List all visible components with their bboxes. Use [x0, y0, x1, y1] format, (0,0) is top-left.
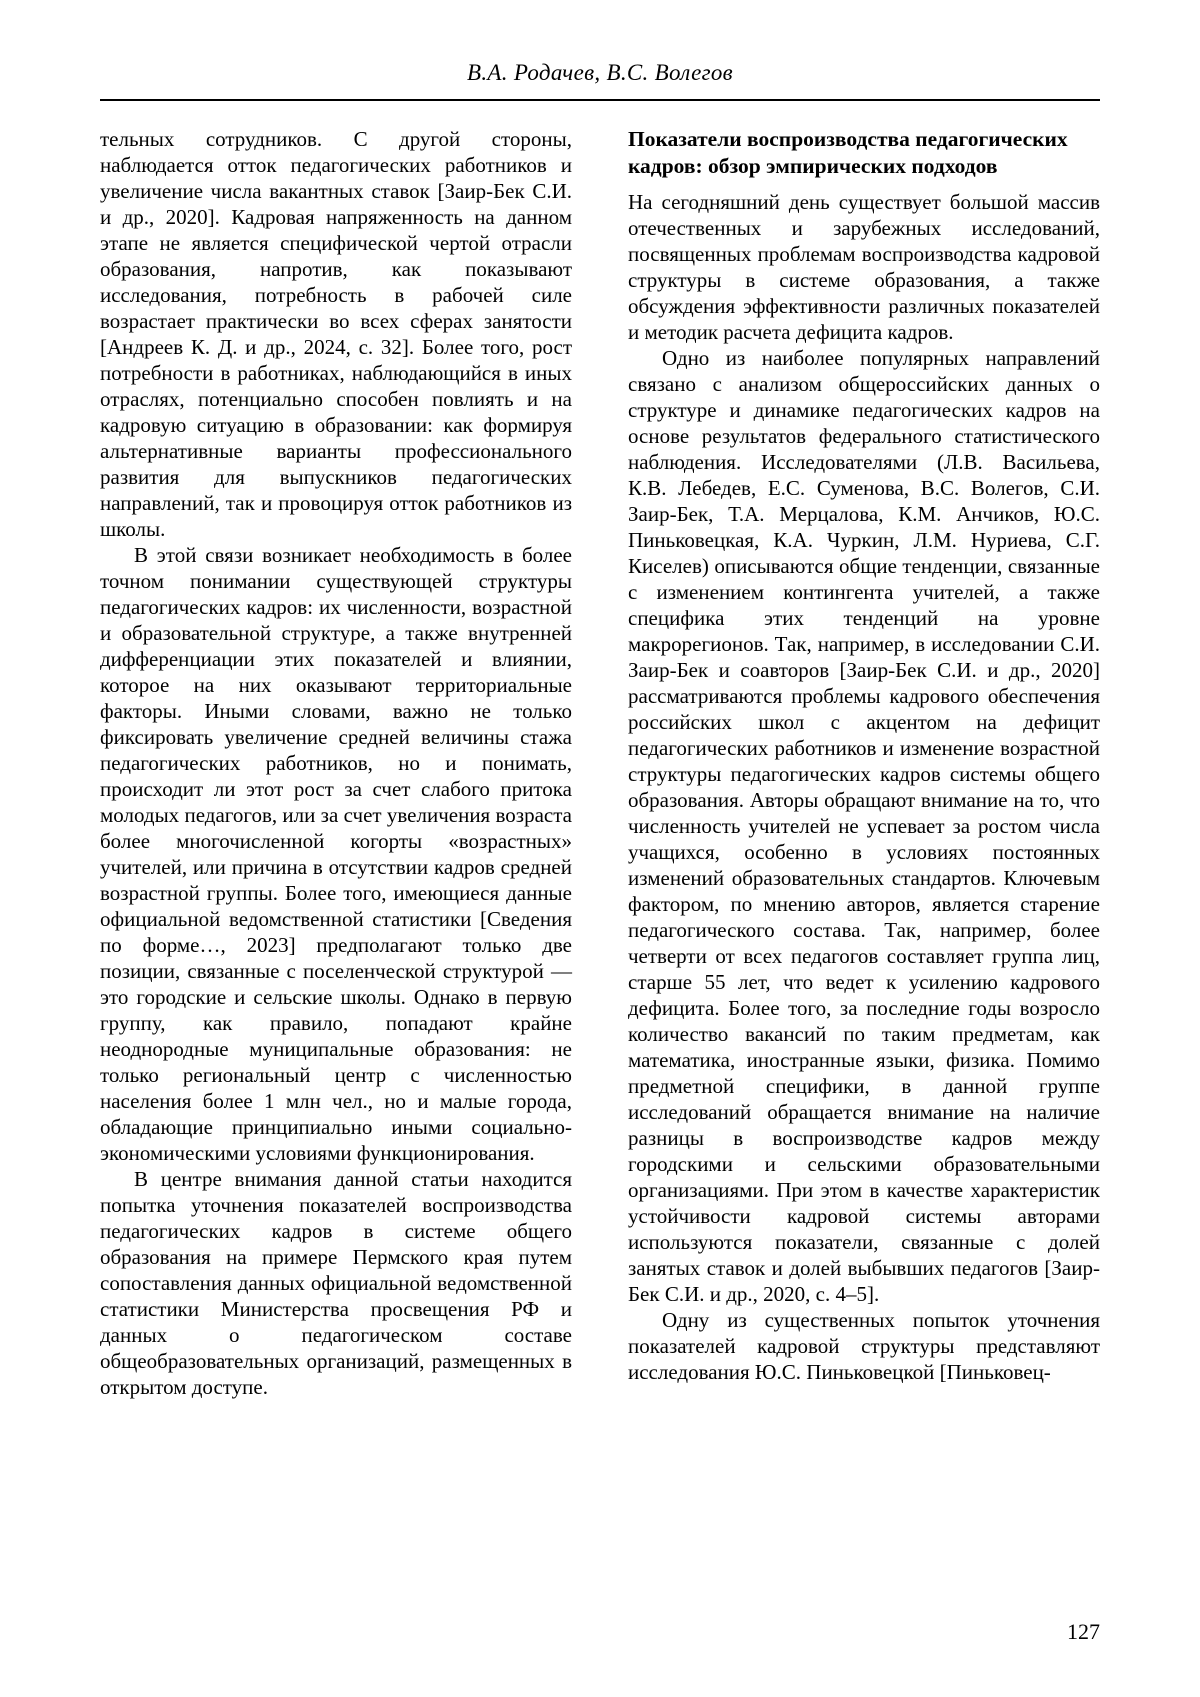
- right-column: [628, 126, 1100, 1400]
- paragraph: В центре внимания данной статьи находится попытка уточнения показателей воспроизводства педагогических кадров в системе общего образования на примере Пермского края путем сопоставления данных официальной ведомственной статистики Министерства просвещения РФ и данных о педагогическом составе общеобразовательных организаций, размещенных в открытом доступе.: [100, 1167, 572, 1399]
- section-heading: Показатели воспроизводства педагогических кадров: обзор эмпирических подходов: [628, 127, 1068, 178]
- paragraph: На сегодняшний день существует большой массив отечественных и зарубежных исследований, посвященных проблемам воспроизводства кадровой структуры в системе образования, а также обсуждения эффективности различных показателей и методик расчета дефицита кадров.: [628, 190, 1100, 344]
- page-number: 127: [1067, 1619, 1100, 1644]
- paragraph: Одну из существенных попыток уточнения показателей кадровой структуры представляют исследования Ю.С. Пиньковецкой [Пиньковец-: [628, 1308, 1100, 1384]
- paragraph: Одно из наиболее популярных направлений связано с анализом общероссийских данных о структуре и динамике педагогических кадров на основе результатов федерального статистического наблюдения. Исследователями (Л.В. Васильева, К.В. Лебедев, Е.С. Суменова, В.С. Волегов, С.И. Заир-Бек, Т.А. Мерцалова, К.М. Анчиков, Ю.С. Пиньковецкая, К.А. Чуркин, Л.М. Нуриева, С.Г. Киселев) описываются общие тенденции, связанные с изменением контингента учителей, а также специфика этих тенденций на уровне макрорегионов. Так, например, в исследовании С.И. Заир-Бек и соавторов [Заир-Бек С.И. и др., 2020] рассматриваются проблемы кадрового обеспечения российских школ с акцентом на дефицит педагогических работников и изменение возрастной структуры педагогических кадров системы общего образования. Авторы обращают внимание на то, что численность учителей не успевает за ростом числа учащихся, особенно в условиях постоянных изменений образовательных стандартов. Ключевым фактором, по мнению авторов, является старение педагогического состава. Так, например, более четверти от всех педагогов составляет группа лиц, старше 55 лет, что ведет к усилению кадрового дефицита. Более того, за последние годы возросло количество вакансий по таким предметам, как математика, иностранные языки, физика. Помимо предметной специфики, в данной группе исследований обращается внимание на наличие разницы в воспроизводстве кадров между городскими и сельскими образовательными организациями. При этом в качестве характеристик устойчивости кадровой системы авторами используются показатели, связанные с долей занятых ставок и долей выбывших педагогов [Заир-Бек С.И. и др., 2020, с. 4–5].: [628, 346, 1100, 1306]
- running-head-authors: В.А. Родачев, В.С. Волегов: [467, 60, 733, 85]
- left-column: [100, 126, 572, 1400]
- paragraph-continuation: тельных сотрудников. С другой стороны, наблюдается отток педагогических работников и увеличение числа вакантных ставок [Заир-Бек С.И. и др., 2020]. Кадровая напряженность на данном этапе не является специфической чертой отрасли образования, напротив, как показывают исследования, потребность в рабочей силе возрастает практически во всех сферах занятости [Андреев К. Д. и др., 2024, с. 32]. Более того, рост потребности в работниках, наблюдающийся в иных отраслях, потенциально способен повлиять и на кадровую ситуацию в образовании: как формируя альтернативные варианты профессионального развития для выпускников педагогических направлений, так и провоцируя отток работников из школы.: [100, 127, 572, 541]
- header-divider: [100, 99, 1100, 101]
- paragraph: В этой связи возникает необходимость в более точном понимании существующей структуры педагогических кадров: их численности, возрастной и образовательной структуре, а также внутренней дифференциации этих показателей и влиянии, которое на них оказывают территориальные факторы. Иными словами, важно не только фиксировать увеличение средней величины стажа педагогических работников, но и понимать, происходит ли этот рост за счет слабого притока молодых педагогов, или за счет увеличения возраста более многочисленной когорты «возрастных» учителей, или причина в отсутствии кадров средней возрастной группы. Более того, имеющиеся данные официальной ведомственной статистики [Сведения по форме…, 2023] предполагают только две позиции, связанные с поселенческой структурой — это городские и сельские школы. Однако в первую группу, как правило, попадают крайне неоднородные муниципальные образования: не только региональный центр с численностью населения более 1 млн чел., но и малые города, обладающие принципиально иными социально-экономическими условиями функционирования.: [100, 543, 572, 1165]
- text-columns: [100, 126, 1100, 1400]
